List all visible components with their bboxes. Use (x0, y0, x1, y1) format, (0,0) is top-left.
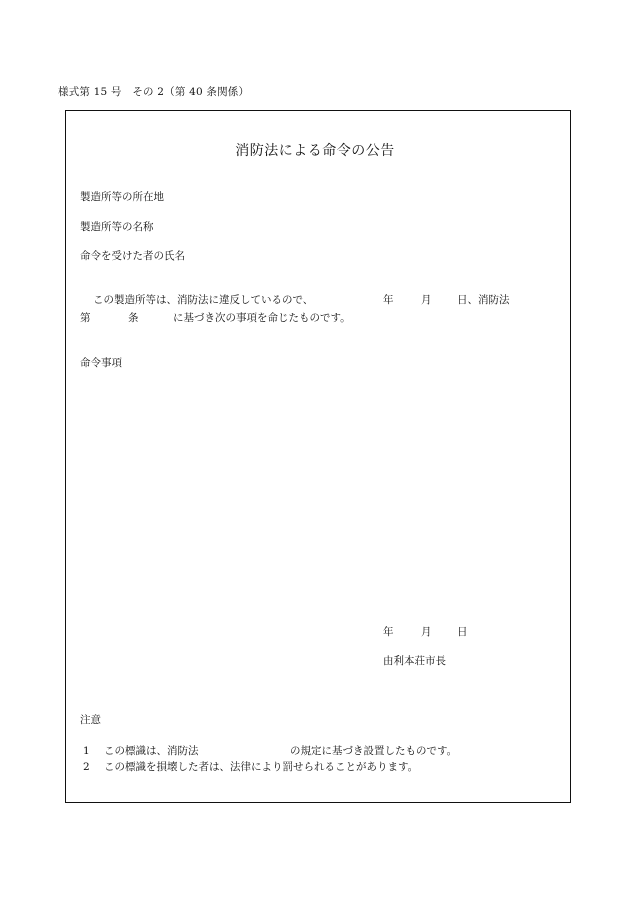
field-location-label: 製造所等の所在地 (80, 191, 164, 203)
statement-year: 年 (383, 294, 394, 306)
statement-article-suffix: 条 (128, 312, 139, 324)
statement-day-law: 日、消防法 (457, 294, 510, 306)
order-items-label: 命令事項 (80, 357, 122, 369)
note-text: この標識を損壊した者は、法律により罰せられることがあります。 (104, 761, 419, 773)
statement-line2: に基づき次の事項を命じたものです。 (173, 312, 351, 324)
document-title: 消防法による命令の公告 (235, 143, 395, 159)
note-text-continued: の規定に基づき設置したものです。 (290, 745, 458, 757)
signature-month: 月 (421, 626, 432, 638)
note-text: この標識は、消防法 (104, 745, 199, 757)
field-recipient-label: 命令を受けた者の氏名 (80, 250, 185, 262)
notes-label: 注意 (80, 714, 101, 726)
signature-day: 日 (457, 626, 468, 638)
notice-frame (65, 110, 571, 803)
issuer-name: 由利本荘市長 (383, 655, 446, 667)
note-number: 1 (83, 745, 90, 757)
field-name-label: 製造所等の名称 (80, 221, 154, 233)
statement-month: 月 (421, 294, 432, 306)
note-number: 2 (83, 761, 90, 773)
form-number: 様式第 15 号 その 2（第 40 条関係） (58, 86, 250, 98)
statement-article-prefix: 第 (80, 312, 91, 324)
statement-line1: この製造所等は、消防法に違反しているので、 (93, 294, 314, 306)
signature-year: 年 (383, 626, 394, 638)
